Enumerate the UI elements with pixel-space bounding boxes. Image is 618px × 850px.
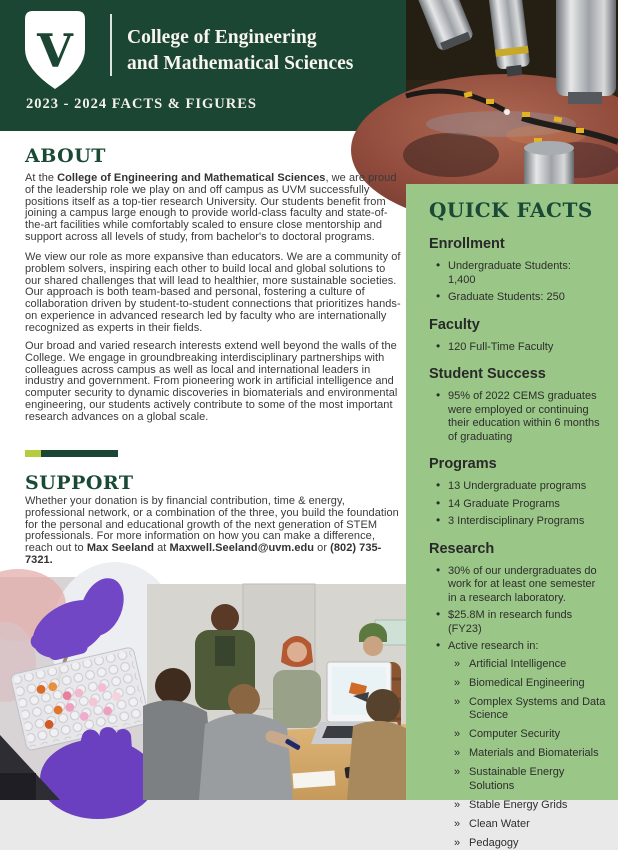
about-p1-post: , we are proud of the leadership role we play on and off campus as UVM successfully positions itself as a top-tier research University. Our students benefit from joining a campus large enough to provide world-class faculty and state-of-the-art facilities while comfortably scaled to ensure close mentorship and support across all levels of study, from bachelor's to doctoral programs. xyxy=(25,172,397,243)
bullet-icon: • xyxy=(436,479,440,493)
chevron-bullet-icon: » xyxy=(454,818,460,832)
qf-research-subitem: » Artificial Intelligence xyxy=(429,658,607,672)
bullet-icon: • xyxy=(436,497,440,511)
chevron-bullet-icon: » xyxy=(454,658,460,672)
qf-research-subitem: » Pedagogy xyxy=(429,837,607,850)
chevron-bullet-icon: » xyxy=(454,799,460,813)
bullet-icon: • xyxy=(436,389,440,403)
quick-facts-panel xyxy=(406,184,618,800)
qf-item: • $25.8M in research funds (FY23) xyxy=(429,609,601,636)
bullet-icon: • xyxy=(436,290,440,304)
qf-research-subitem: » Materials and Biomaterials xyxy=(429,747,607,761)
section-divider-bar xyxy=(25,450,118,457)
bullet-icon: • xyxy=(436,639,440,653)
qf-research-subitem: » Biomedical Engineering xyxy=(429,677,607,691)
qf-research-subitem: » Computer Security xyxy=(429,728,607,742)
qf-heading-enrollment: Enrollment xyxy=(429,236,608,252)
chevron-bullet-icon: » xyxy=(454,766,460,780)
bullet-icon: • xyxy=(436,340,440,354)
chevron-bullet-icon: » xyxy=(454,728,460,742)
qf-heading-faculty: Faculty xyxy=(429,317,608,333)
college-name-line2: and Mathematical Sciences xyxy=(127,51,353,77)
qf-item: • 30% of our undergraduates do work for at least one semester in a research laboratory. xyxy=(429,565,601,606)
qf-item: • Active research in: xyxy=(429,640,601,654)
bullet-icon: • xyxy=(436,514,440,528)
support-heading: SUPPORT xyxy=(25,472,134,494)
about-paragraph-2: We view our role as more expansive than educators. We are a community of problem solvers, inspiring each other to build local and global solutions to our shared challenges that will lead to healthier, more sustainable societies. Our approach is both team-based and personal, fostering a culture of collaboration driven by student-to-student connections that prioritizes hands-on experience in advanced research led by faculty who are internationally recognized as experts in their fields. xyxy=(25,252,403,335)
qf-heading-programs: Programs xyxy=(429,456,608,472)
qf-research-subitem: » Clean Water xyxy=(429,818,607,832)
uvm-logo-letter: V xyxy=(36,24,74,78)
qf-item: • 14 Graduate Programs xyxy=(429,498,601,512)
support-text: Whether your donation is by financial contribution, time & energy, professional network, or a combination of the three, you build the foundation for the personal and educational growth of the next generation of STEM professionals. For more information on how you can make a difference, reach out to xyxy=(25,495,399,554)
header-divider xyxy=(110,14,112,76)
chevron-bullet-icon: » xyxy=(454,696,460,710)
about-heading: ABOUT xyxy=(25,145,106,167)
qf-heading-student-success: Student Success xyxy=(429,366,608,382)
about-p1-pre: At the xyxy=(25,172,57,184)
contact-name: Max Seeland xyxy=(87,542,154,554)
qf-item: • 3 Interdisciplinary Programs xyxy=(429,515,601,529)
divider-lime-accent xyxy=(25,450,41,457)
college-name xyxy=(127,25,353,77)
about-paragraph-3: Our broad and varied research interests extend well beyond the walls of the College. We engage in groundbreaking interdisciplinary partnerships with colleagues across campus as well as local and international leaders in industry and government. From pioneering work in artificial intelligence and computer security to dynamic discoveries in biomaterials and environmental engineering, our students actively contribute to some of the most important research advances on a global scale. xyxy=(25,341,403,424)
chevron-bullet-icon: » xyxy=(454,677,460,691)
header-banner xyxy=(0,0,406,131)
about-paragraph-1 xyxy=(25,173,403,244)
qf-item: • Graduate Students: 250 xyxy=(429,291,601,305)
college-name-line1: College of Engineering xyxy=(127,25,353,51)
chevron-bullet-icon: » xyxy=(454,747,460,761)
qf-item: • 13 Undergraduate programs xyxy=(429,480,601,494)
bullet-icon: • xyxy=(436,564,440,578)
qf-item: • Undergraduate Students: 1,400 xyxy=(429,260,601,287)
lab-gloves-photo xyxy=(0,577,143,800)
qf-research-subitem: » Sustainable Energy Solutions xyxy=(429,766,607,793)
contact-email-link[interactable]: Maxwell.Seeland@uvm.edu xyxy=(170,542,315,554)
bullet-icon: • xyxy=(436,259,440,273)
quick-facts-title: QUICK FACTS xyxy=(429,198,608,222)
chevron-bullet-icon: » xyxy=(454,837,460,850)
qf-heading-research: Research xyxy=(429,541,608,557)
qf-item: • 120 Full-Time Faculty xyxy=(429,341,601,355)
students-photo xyxy=(147,584,408,800)
qf-research-subitem: » Stable Energy Grids xyxy=(429,799,607,813)
facts-figures-band: 2023 - 2024 FACTS & FIGURES xyxy=(26,96,257,113)
qf-item: • 95% of 2022 CEMS graduates were employed or continuing their education within 6 months of graduating xyxy=(429,390,601,444)
probe-station-photo xyxy=(406,0,618,184)
uvm-shield-logo xyxy=(25,11,85,89)
bullet-icon: • xyxy=(436,608,440,622)
qf-research-subitem: » Complex Systems and Data Science xyxy=(429,696,607,723)
contact-phone: (802) 735-7321. xyxy=(25,542,381,566)
about-p1-college-bold: College of Engineering and Mathematical Sciences xyxy=(57,172,325,184)
support-paragraph: Whether your donation is by financial contribution, time & energy, professional network, or a combination of the three, you build the foundation for the personal and educational growth of the next generation of STEM professionals. For more information on how you can make a difference, reach out to Max Seeland at Maxwell.Seeland@uvm.edu or (802) 735-7321. xyxy=(25,496,403,567)
